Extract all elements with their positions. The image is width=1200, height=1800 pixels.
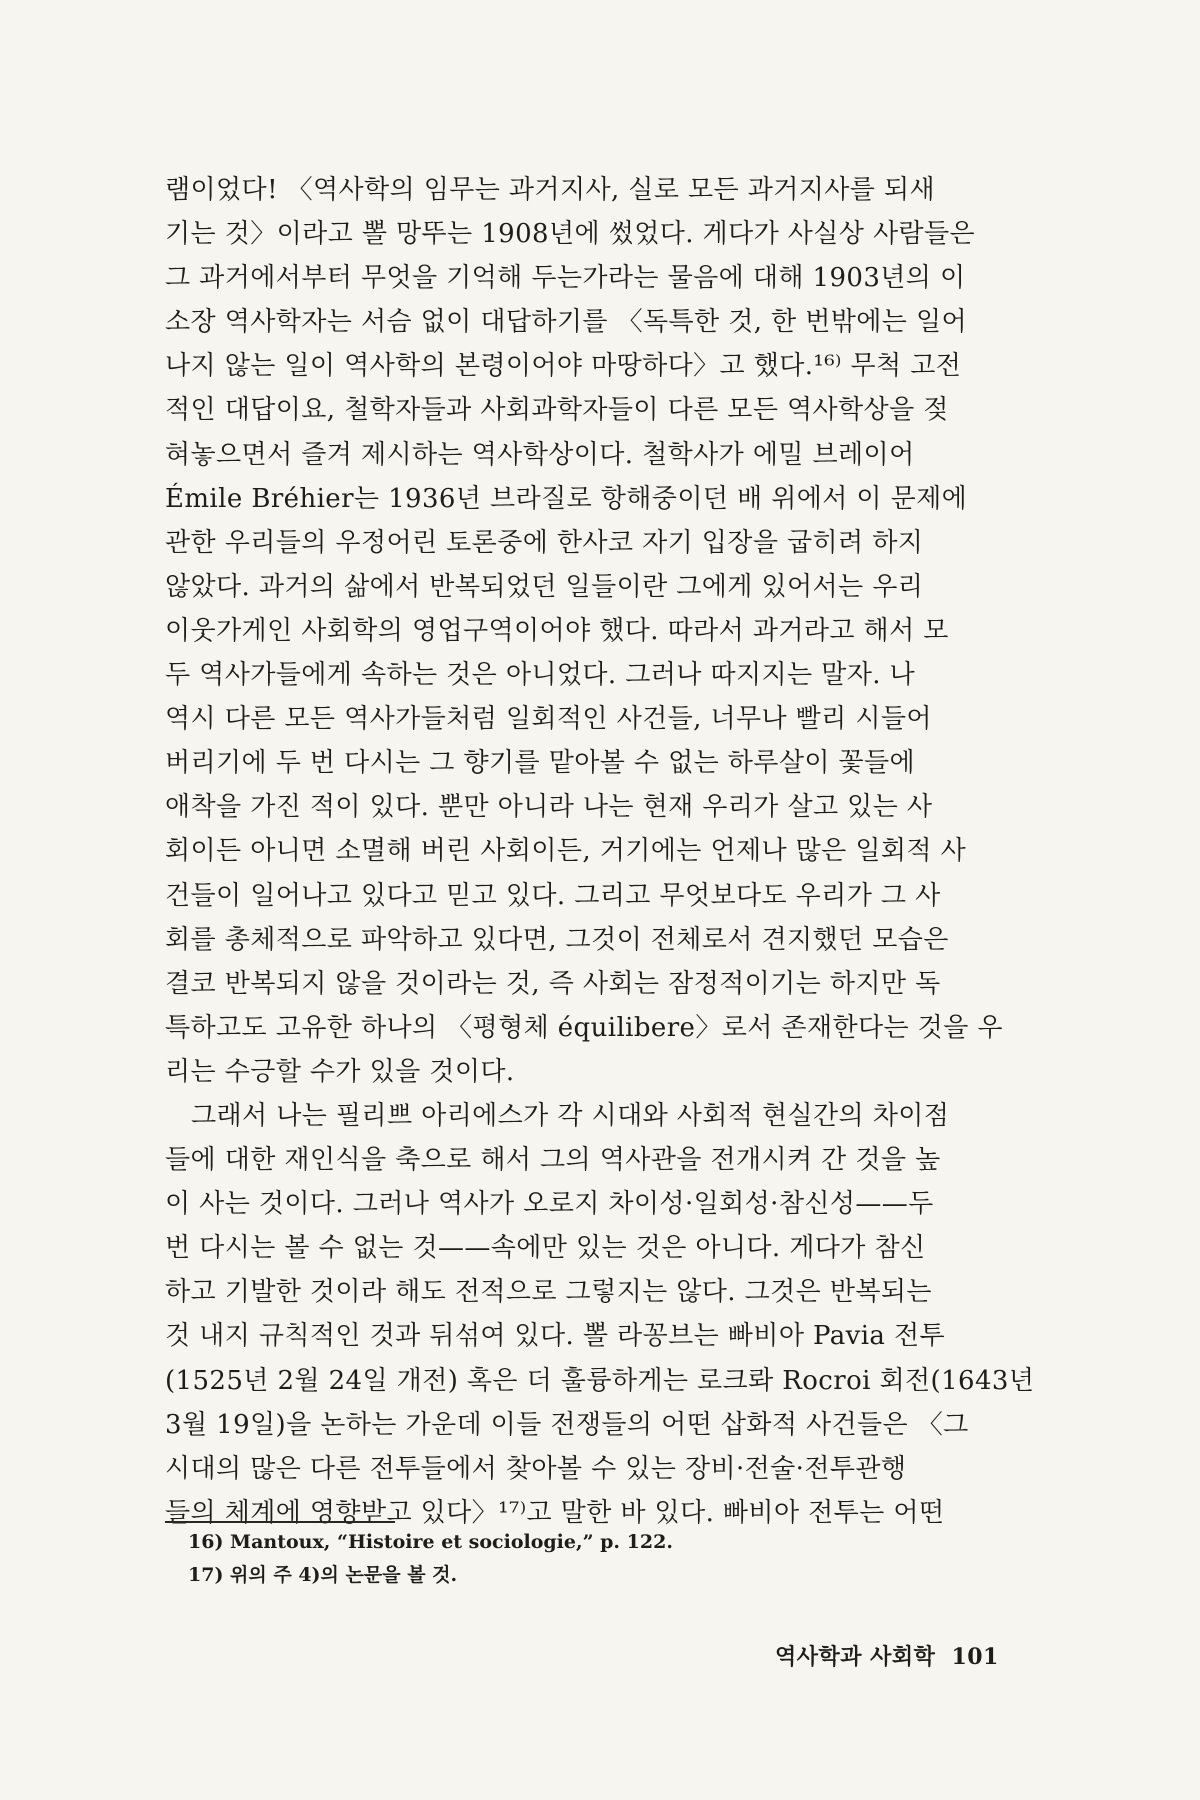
text-line: Émile Bréhier는 1936년 브라질로 항해중이던 배 위에서 이 문제에 bbox=[165, 483, 968, 514]
text-line: 결코 반복되지 않을 것이라는 것, 즉 사회는 잠정적이기는 하지만 독 bbox=[165, 968, 941, 999]
text-line: 버리기에 두 번 다시는 그 향기를 맡아볼 수 없는 하루살이 꽃들에 bbox=[165, 748, 916, 779]
text-line: 기는 것〉이라고 뽈 망뚜는 1908년에 썼었다. 게다가 사실상 사람들은 bbox=[165, 219, 976, 250]
footnote-divider bbox=[165, 1521, 395, 1523]
text-line: 들에 대한 재인식을 축으로 해서 그의 역사관을 전개시켜 간 것을 높 bbox=[165, 1145, 941, 1176]
text-line: 애착을 가진 적이 있다. 뿐만 아니라 나는 현재 우리가 살고 있는 사 bbox=[165, 792, 933, 823]
text-line: 특하고도 고유한 하나의 〈평형체 équilibere〉로서 존재한다는 것을 우 bbox=[165, 1012, 1003, 1043]
text-line: 이 사는 것이다. 그러나 역사가 오로지 차이성·일회성·참신성——두 bbox=[165, 1189, 934, 1220]
footnotes bbox=[188, 1526, 1008, 1592]
text-line: 회이든 아니면 소멸해 버린 사회이든, 거기에는 언제나 많은 일회적 사 bbox=[165, 836, 967, 867]
text-line: 이웃가게인 사회학의 영업구역이어야 했다. 따라서 과거라고 해서 모 bbox=[165, 615, 949, 646]
text-line: 혀놓으면서 즐겨 제시하는 역사학상이다. 철학사가 에밀 브레이어 bbox=[165, 439, 915, 470]
text-line: 소장 역사학자는 서슴 없이 대답하기를 〈독특한 것, 한 번밖에는 일어 bbox=[165, 307, 967, 338]
footnote-16: 16) Mantoux, “Histoire et sociologie,” p. 122. bbox=[188, 1531, 673, 1553]
text-line: 것 내지 규칙적인 것과 뒤섞여 있다. 뽈 라꽁브는 빠비아 Pavia 전투 bbox=[165, 1321, 946, 1352]
text-line: 나지 않는 일이 역사학의 본령이어야 마땅하다〉고 했다.¹⁶⁾ 무척 고전 bbox=[165, 351, 962, 382]
text-line: 리는 수긍할 수가 있을 것이다. bbox=[165, 1056, 515, 1087]
paragraph-start-line: 그래서 나는 필리쁘 아리에스가 각 시대와 사회적 현실간의 차이점 bbox=[191, 1100, 950, 1131]
text-line: 하고 기발한 것이라 해도 전적으로 그렇지는 않다. 그것은 반복되는 bbox=[165, 1277, 932, 1308]
running-footer bbox=[775, 1640, 1015, 1671]
text-line: 건들이 일어나고 있다고 믿고 있다. 그리고 무엇보다도 우리가 그 사 bbox=[165, 880, 941, 911]
text-line: 번 다시는 볼 수 없는 것——속에만 있는 것은 아니다. 게다가 참신 bbox=[165, 1233, 926, 1264]
text-line: 램이었다! 〈역사학의 임무는 과거지사, 실로 모든 과거지사를 되새 bbox=[165, 175, 935, 205]
text-line: 시대의 많은 다른 전투들에서 찾아볼 수 있는 장비·전술·전투관행 bbox=[165, 1453, 907, 1484]
text-line: (1525년 2월 24일 개전) 혹은 더 훌륭하게는 로크롸 Rocroi 회전(1643년 bbox=[165, 1365, 1035, 1396]
footnote-17: 17) 위의 주 4)의 논문을 볼 것. bbox=[188, 1564, 458, 1586]
page-number: 101 bbox=[951, 1644, 999, 1670]
text-line: 않았다. 과거의 삶에서 반복되었던 일들이란 그에게 있어서는 우리 bbox=[165, 571, 924, 602]
text-line: 회를 총체적으로 파악하고 있다면, 그것이 전체로서 견지했던 모습은 bbox=[165, 924, 949, 955]
text-line: 두 역사가들에게 속하는 것은 아니었다. 그러나 따지지는 말자. 나 bbox=[165, 660, 916, 691]
running-title: 역사학과 사회학 bbox=[775, 1644, 936, 1670]
text-line: 들의 체계에 영향받고 있다〉¹⁷⁾고 말한 바 있다. 빠비아 전투는 어떤 bbox=[165, 1497, 945, 1528]
text-line: 적인 대답이요, 철학자들과 사회과학자들이 다른 모든 역사학상을 젖 bbox=[165, 395, 949, 426]
text-line: 3월 19일)을 논하는 가운데 이들 전쟁들의 어떤 삽화적 사건들은 〈그 bbox=[165, 1409, 969, 1440]
text-line: 그 과거에서부터 무엇을 기억해 두는가라는 물음에 대해 1903년의 이 bbox=[165, 263, 966, 294]
body-text bbox=[165, 168, 1035, 1535]
text-line: 관한 우리들의 우정어린 토론중에 한사코 자기 입장을 굽히려 하지 bbox=[165, 527, 924, 558]
text-line: 역시 다른 모든 역사가들처럼 일회적인 사건들, 너무나 빨리 시들어 bbox=[165, 704, 932, 735]
